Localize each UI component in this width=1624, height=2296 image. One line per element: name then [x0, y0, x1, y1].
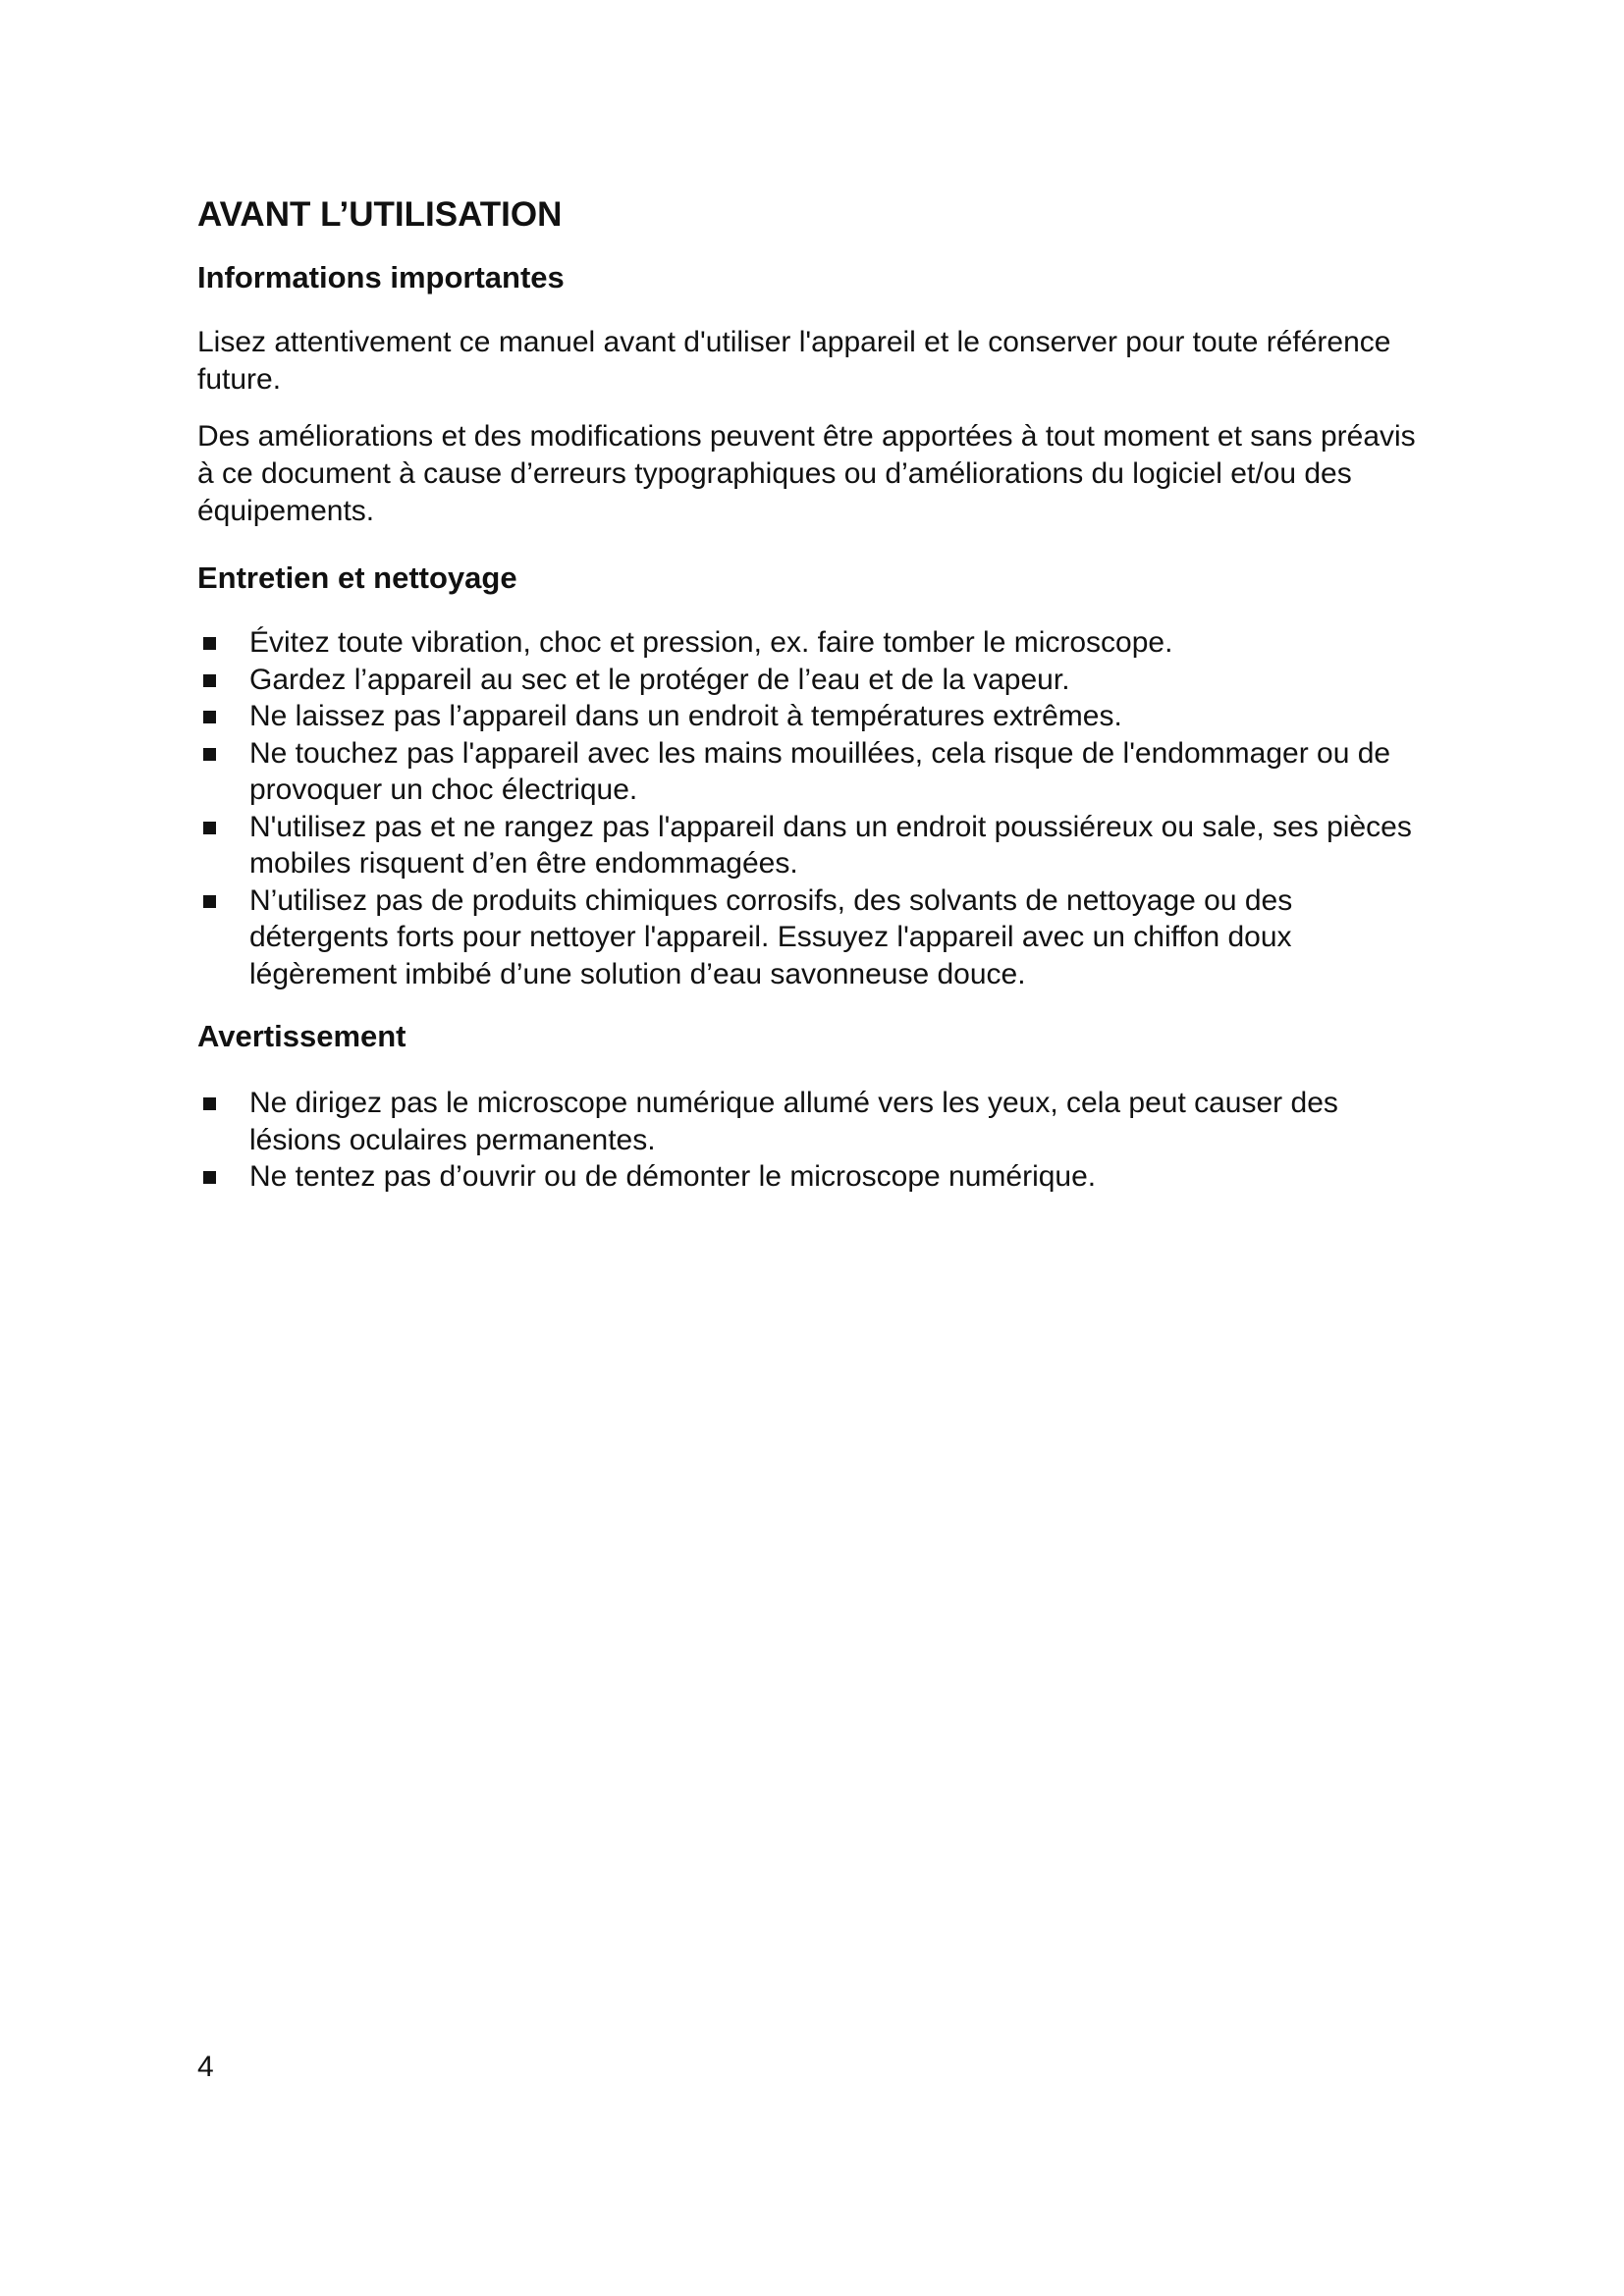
page-number: 4: [197, 2051, 214, 2083]
list-item-text: Ne laissez pas l’appareil dans un endroit à températures extrêmes.: [249, 700, 1122, 732]
square-bullet-icon: [203, 895, 216, 908]
list-item-text: Ne touchez pas l'appareil avec les mains mouillées, cela risque de l'endommager ou de provoquer un choc électrique.: [249, 736, 1391, 806]
square-bullet-icon: [203, 674, 216, 687]
section-heading-avertissement: Avertissement: [197, 1019, 406, 1053]
page-title: AVANT L’UTILISATION: [197, 195, 563, 234]
square-bullet-icon: [203, 1097, 216, 1110]
square-bullet-icon: [203, 1171, 216, 1184]
list-item-text: N'utilisez pas et ne rangez pas l'appareil dans un endroit poussiéreux ou sale, ses pièces mobiles risquent d’en être endommagées.: [249, 810, 1412, 880]
list-item-text: N’utilisez pas de produits chimiques corrosifs, des solvants de nettoyage ou des détergents forts pour nettoyer l'appareil. Essuyez l'appareil avec un chiffon doux légèrement imbibé d’une solution d’eau savonneuse douce.: [249, 883, 1293, 990]
paragraph-read-manual: Lisez attentivement ce manuel avant d'utiliser l'appareil et le conserver pour toute référence future.: [197, 326, 1391, 396]
list-item-text: Gardez l’appareil au sec et le protéger de l’eau et de la vapeur.: [249, 663, 1070, 696]
list-item-text: Ne tentez pas d’ouvrir ou de démonter le microscope numérique.: [249, 1160, 1097, 1193]
list-item: [197, 1085, 1425, 1158]
paragraph-improvements-notice: Des améliorations et des modifications peuvent être apportées à tout moment et sans préavis à ce document à cause d’erreurs typographiques ou d’améliorations du logiciel et/ou des équipements.: [197, 420, 1416, 527]
list-item: [197, 1158, 1425, 1196]
square-bullet-icon: [203, 748, 216, 761]
care-bullet-list: [197, 624, 1425, 992]
list-item-text: Évitez toute vibration, choc et pression, ex. faire tomber le microscope.: [249, 626, 1173, 659]
square-bullet-icon: [203, 822, 216, 834]
list-item: [197, 882, 1425, 993]
list-item: [197, 735, 1425, 809]
section-heading-entretien-nettoyage: Entretien et nettoyage: [197, 561, 517, 595]
list-item: [197, 698, 1425, 735]
list-item: [197, 809, 1425, 882]
square-bullet-icon: [203, 637, 216, 650]
warning-bullet-list: [197, 1085, 1425, 1196]
list-item-text: Ne dirigez pas le microscope numérique allumé vers les yeux, cela peut causer des lésions oculaires permanentes.: [249, 1087, 1338, 1156]
list-item: [197, 662, 1425, 699]
square-bullet-icon: [203, 711, 216, 723]
page-content: [197, 188, 1425, 1196]
section-heading-informations-importantes: Informations importantes: [197, 260, 565, 294]
list-item: [197, 624, 1425, 662]
